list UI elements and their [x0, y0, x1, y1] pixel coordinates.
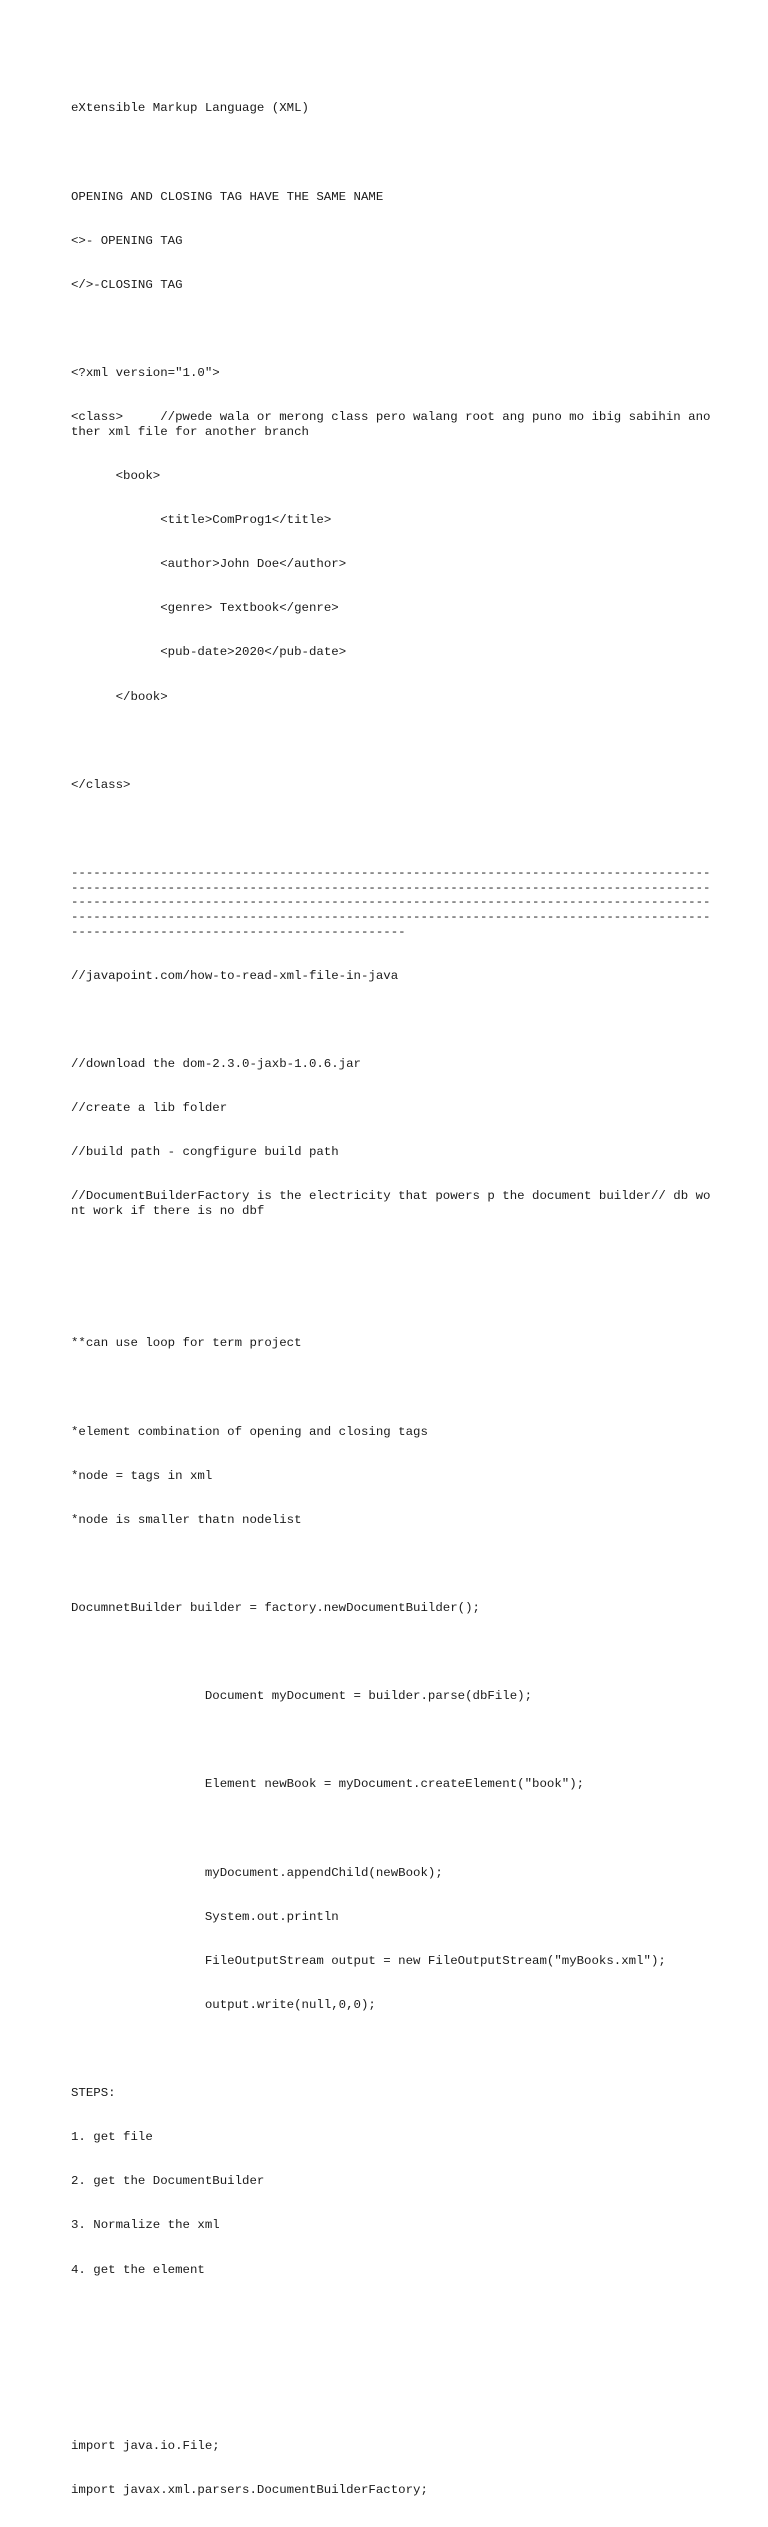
- text-line: //download the dom-2.3.0-jaxb-1.0.6.jar: [71, 1057, 361, 1072]
- step-item: 3. Normalize the xml: [71, 2218, 220, 2233]
- code-line: output.write(null,0,0);: [71, 1997, 376, 2012]
- text-line: <title>ComProg1</title>: [71, 513, 332, 528]
- steps-heading: STEPS:: [71, 2086, 116, 2101]
- text-line: </book>: [71, 689, 168, 704]
- text-line: <class> //pwede wala or merong class pero walang root ang puno mo ibig sabihin another xml file for another branch: [71, 410, 711, 439]
- code-line: [71, 1645, 711, 1660]
- code-line: DocumnetBuilder builder = factory.newDocumentBuilder();: [71, 1600, 480, 1615]
- separator-line: -----------------------------------------------------------------------------------------------------------------------------------------------------------------------------------------------------------------------------------------------------------------------------------------------------------------------------------------------------------------------------------------------------: [71, 865, 711, 939]
- code-line: Element newBook = myDocument.createElement("book");: [71, 1777, 585, 1792]
- text-line: [71, 2395, 711, 2410]
- text-line: [71, 2042, 711, 2057]
- text-line: [71, 1248, 711, 1263]
- text-line: [71, 734, 711, 749]
- text-line: [71, 1292, 711, 1307]
- code-line: System.out.println: [71, 1909, 339, 1924]
- step-item: 1. get file: [71, 2130, 153, 2145]
- text-line: <>- OPENING TAG: [71, 233, 183, 248]
- text-line: <?xml version="1.0">: [71, 366, 220, 381]
- code-line: [71, 1733, 711, 1748]
- code-line: [71, 1822, 711, 1837]
- text-line: *node is smaller thatn nodelist: [71, 1512, 302, 1527]
- text-line: <book>: [71, 468, 161, 483]
- text-line: [71, 322, 711, 337]
- text-line: **can use loop for term project: [71, 1336, 302, 1351]
- text-line: </class>: [71, 777, 131, 792]
- text-line: //build path - congfigure build path: [71, 1145, 339, 1160]
- text-line: [71, 1013, 711, 1028]
- text-line: //DocumentBuilderFactory is the electricity that powers p the document builder// db wont work if there is no dbf: [71, 1189, 711, 1219]
- import-line: import javax.xml.parsers.DocumentBuilderFactory;: [71, 2483, 428, 2498]
- step-item: 4. get the element: [71, 2262, 205, 2277]
- code-line: FileOutputStream output = new FileOutputStream("myBooks.xml");: [71, 1953, 666, 1968]
- text-line: //javapoint.com/how-to-read-xml-file-in-java: [71, 968, 399, 983]
- text-line: *node = tags in xml: [71, 1468, 213, 1483]
- text-line: *element combination of opening and closing tags: [71, 1424, 428, 1439]
- code-line: myDocument.appendChild(newBook);: [71, 1865, 443, 1880]
- text-line: [71, 2307, 711, 2322]
- text-line: </>-CLOSING TAG: [71, 277, 183, 292]
- text-line: [71, 822, 711, 837]
- text-line: <genre> Textbook</genre>: [71, 601, 339, 616]
- text-line: OPENING AND CLOSING TAG HAVE THE SAME NAME: [71, 189, 384, 204]
- text-line: //create a lib folder: [71, 1101, 228, 1116]
- text-line: [71, 1380, 711, 1395]
- text-line: eXtensible Markup Language (XML): [71, 101, 309, 116]
- text-line: <pub-date>2020</pub-date>: [71, 645, 347, 660]
- text-line: [71, 2351, 711, 2366]
- text-line: [71, 1557, 711, 1572]
- text-line: [71, 146, 711, 161]
- document-text: [71, 72, 711, 2527]
- code-line: Document myDocument = builder.parse(dbFile);: [71, 1689, 533, 1704]
- step-item: 2. get the DocumentBuilder: [71, 2174, 265, 2189]
- text-line: <author>John Doe</author>: [71, 557, 347, 572]
- import-line: import java.io.File;: [71, 2438, 220, 2453]
